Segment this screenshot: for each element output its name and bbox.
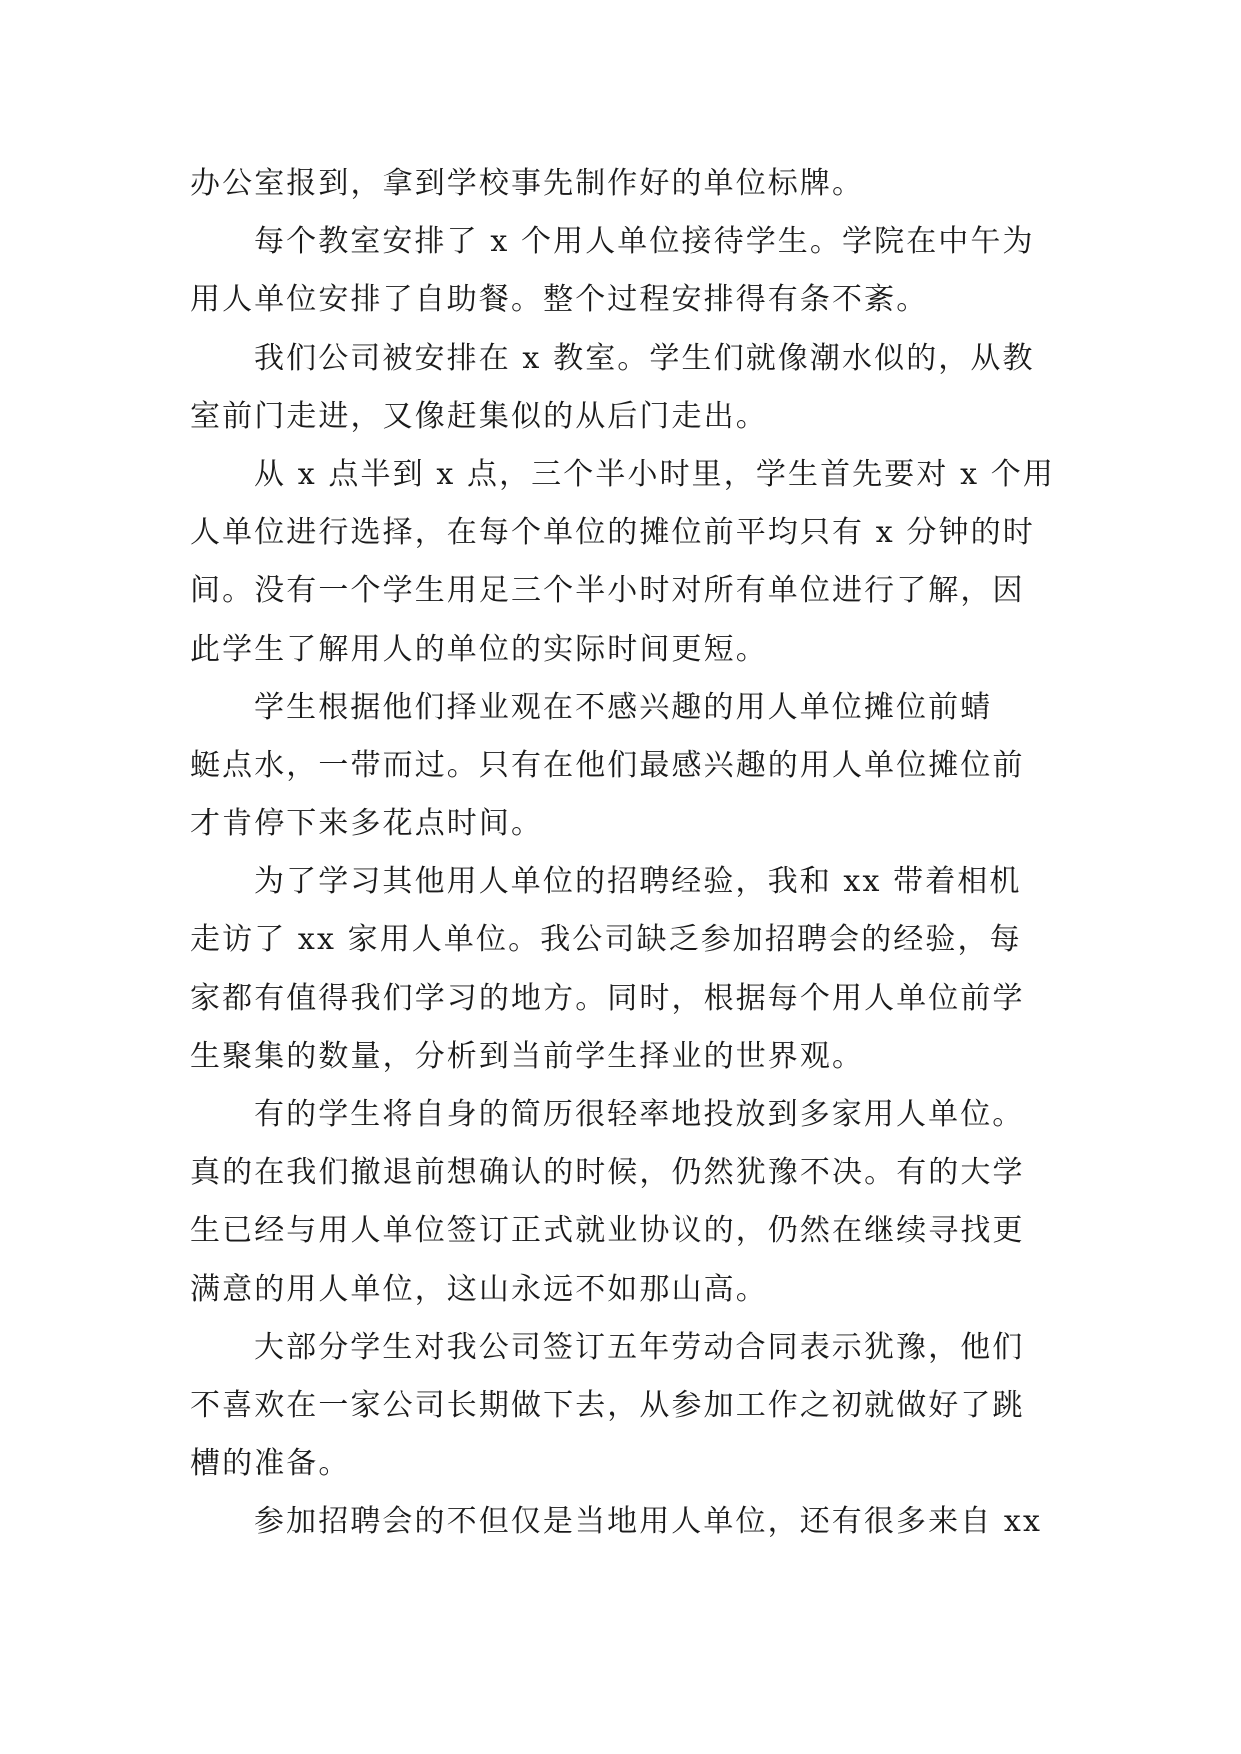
text-line-20: 满意的用人单位，这山永远不如那山高。	[190, 1271, 768, 1307]
text-line-10: 学生根据他们择业观在不感兴趣的用人单位摊位前蜻	[254, 689, 993, 725]
text-line-5: 室前门走进，又像赶集似的从后门走出。	[190, 398, 768, 434]
document-body	[190, 155, 1080, 1552]
text-line-18: 真的在我们撤退前想确认的时候，仍然犹豫不决。有的大学	[190, 1155, 1025, 1191]
text-line-2: 每个教室安排了 x 个用人单位接待学生。学院在中午为	[254, 224, 1035, 260]
text-line-15: 家都有值得我们学习的地方。同时，根据每个用人单位前学	[190, 980, 1025, 1016]
text-line-24: 参加招聘会的不但仅是当地用人单位，还有很多来自 xx	[254, 1504, 1042, 1540]
text-line-8: 间。没有一个学生用足三个半小时对所有单位进行了解，因	[190, 573, 1025, 609]
text-line-16: 生聚集的数量，分析到当前学生择业的世界观。	[190, 1038, 865, 1074]
text-line-14: 走访了 xx 家用人单位。我公司缺乏参加招聘会的经验，每	[190, 922, 1022, 958]
text-line-22: 不喜欢在一家公司长期做下去，从参加工作之初就做好了跳	[190, 1387, 1025, 1423]
text-line-11: 蜓点水，一带而过。只有在他们最感兴趣的用人单位摊位前	[190, 747, 1025, 783]
text-line-17: 有的学生将自身的简历很轻率地投放到多家用人单位。	[254, 1097, 1025, 1132]
text-line-23: 槽的准备。	[190, 1446, 351, 1482]
text-line-12: 才肯停下来多花点时间。	[190, 806, 544, 842]
text-line-19: 生已经与用人单位签订正式就业协议的，仍然在继续寻找更	[190, 1213, 1025, 1249]
text-line-6: 从 x 点半到 x 点，三个半小时里，学生首先要对 x 个用	[254, 456, 1055, 492]
text-line-4: 我们公司被安排在 x 教室。学生们就像潮水似的，从教	[254, 340, 1035, 376]
text-line-7: 人单位进行选择，在每个单位的摊位前平均只有 x 分钟的时	[190, 515, 1035, 551]
text-line-21: 大部分学生对我公司签订五年劳动合同表示犹豫，他们	[254, 1329, 1025, 1365]
text-line-3: 用人单位安排了自助餐。整个过程安排得有条不紊。	[190, 282, 929, 318]
text-line-1: 办公室报到，拿到学校事先制作好的单位标牌。	[190, 166, 865, 201]
text-line-13: 为了学习其他用人单位的招聘经验，我和 xx 带着相机	[254, 864, 1022, 900]
text-line-9: 此学生了解用人的单位的实际时间更短。	[190, 631, 768, 667]
